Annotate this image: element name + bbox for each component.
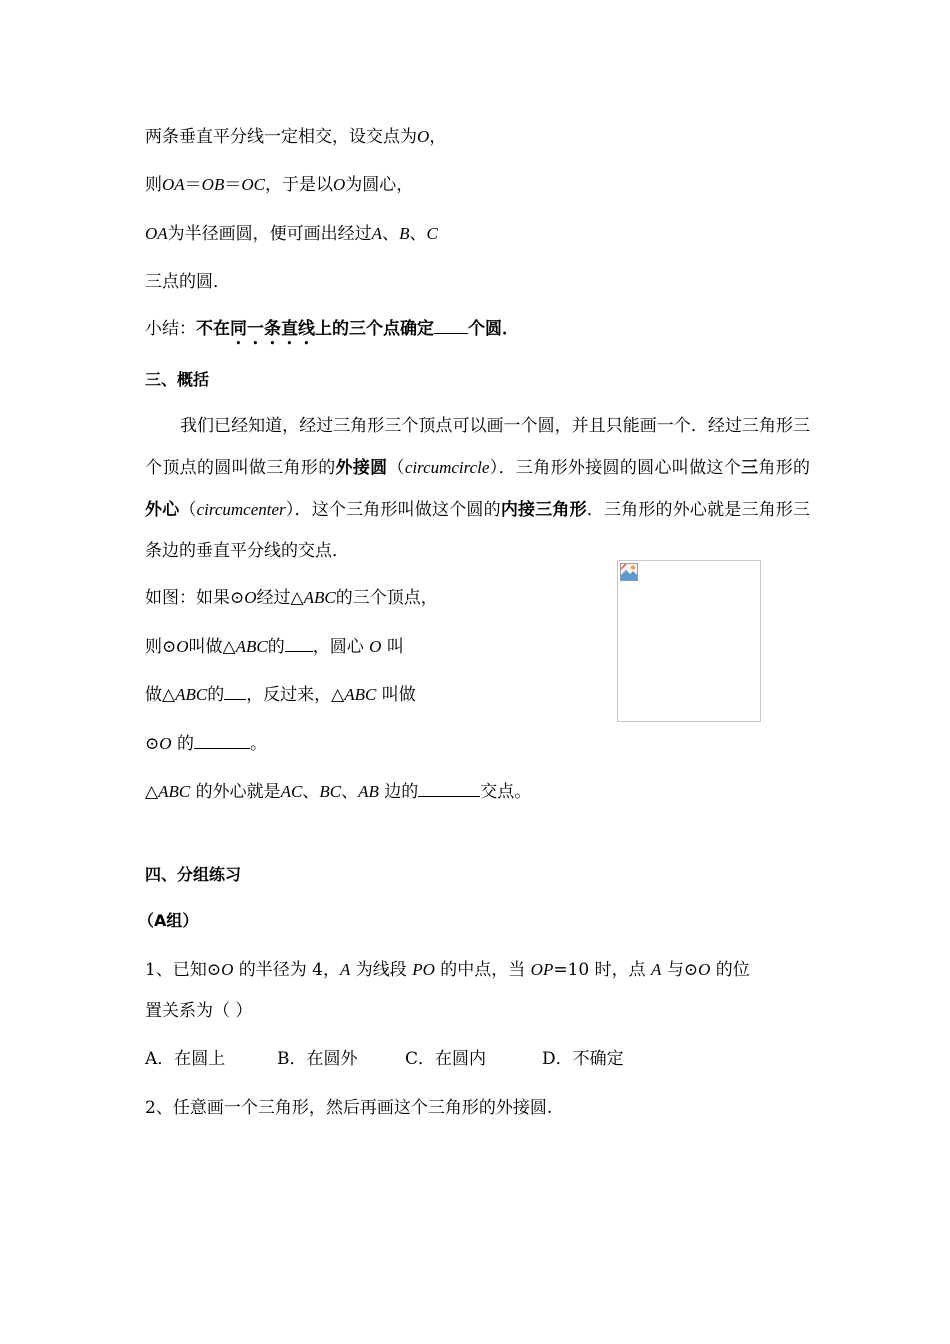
option-label: A．在圆上	[145, 1049, 226, 1069]
math-var: ABC	[344, 685, 377, 704]
text-segment: ）．三角形外接圆的圆心叫做这个	[489, 458, 742, 478]
summary-text: 个圆．	[468, 319, 519, 339]
option-label: D．不确定	[542, 1049, 624, 1069]
figure-line-3	[145, 684, 416, 705]
text-segment: ，圆心	[312, 637, 364, 657]
math-var: ABC	[158, 782, 191, 801]
english-term: circumcenter	[196, 500, 286, 519]
text-segment: 的	[176, 734, 194, 754]
text-segment: 叫做△	[188, 637, 236, 657]
text-segment: 的位	[715, 960, 750, 980]
fill-blank[interactable]	[194, 733, 250, 749]
text-segment: 的	[267, 637, 285, 657]
text-segment: 、	[341, 782, 359, 802]
fill-blank[interactable]	[224, 684, 246, 700]
option-label: B．在圆外	[277, 1049, 358, 1069]
text-segment: ，反过来，△	[246, 685, 345, 705]
question-2	[145, 1098, 552, 1118]
text-segment: （	[387, 458, 405, 478]
summary-label: 小结：	[145, 319, 196, 339]
broken-image-icon	[620, 563, 638, 581]
term-circumcenter: 外心	[145, 500, 180, 520]
figure-line-5	[145, 781, 531, 802]
math-var: BC	[319, 782, 342, 801]
text-line-2	[145, 175, 413, 195]
text-segment: 为半径画圆，便可画出经过	[167, 224, 372, 244]
fill-blank[interactable]	[434, 318, 468, 334]
text-line-4	[145, 272, 230, 292]
math-var: ABC	[175, 685, 208, 704]
text-segment: 三点的圆．	[145, 272, 230, 292]
term-circumcircle: 外接圆	[335, 458, 388, 478]
text-segment: （	[179, 500, 197, 520]
question-1-line-2	[145, 1001, 252, 1021]
math-var: O	[159, 734, 172, 753]
figure-image	[617, 560, 761, 722]
question-1-line-1	[145, 960, 750, 980]
figure-line-2	[145, 636, 404, 657]
term-inscribed-triangle: 内接三角形	[500, 500, 587, 520]
heading-text: 三、概括	[145, 370, 210, 389]
math-var: OA	[162, 175, 185, 194]
text-segment: 的	[207, 685, 225, 705]
math-var: A	[339, 960, 351, 979]
text-segment: 叫	[386, 637, 404, 657]
group-text: （A组）	[138, 911, 199, 930]
text-segment: 则⊙	[145, 637, 177, 657]
text-segment: ⊙	[145, 734, 160, 754]
figure-line-1	[145, 588, 438, 608]
math-var: A	[371, 224, 383, 243]
text-segment: 、	[382, 224, 400, 244]
math-var: OC	[241, 175, 265, 194]
math-var: OB	[201, 175, 225, 194]
math-var: O	[332, 175, 346, 194]
text-segment: 角形的	[758, 458, 811, 478]
math-var: O	[369, 637, 382, 656]
option-label: C．在圆内	[405, 1049, 487, 1069]
text-segment: 如图：如果⊙	[145, 588, 245, 608]
math-var: AC	[280, 782, 303, 801]
text-segment: 2、任意画一个三角形，然后再画这个三角形的外接圆.	[145, 1098, 553, 1118]
text-segment: △	[145, 782, 159, 802]
math-var: ABC	[303, 588, 336, 607]
math-var: PO	[412, 960, 435, 979]
text-segment: 经过△	[256, 588, 304, 608]
summary-text: 不在	[196, 319, 230, 339]
paragraph-summary	[145, 406, 810, 572]
math-var: A	[651, 960, 662, 979]
summary-line	[145, 318, 519, 349]
text-line-3	[145, 224, 438, 244]
text-segment: 1、已知⊙	[145, 960, 222, 980]
text-segment: ．三角形的外心就是三角形三条边的垂直平分线的交点．	[145, 500, 811, 561]
heading-text: 四、分组练习	[145, 865, 242, 884]
term-emphasis: 三	[741, 458, 759, 478]
text-segment: 的半径为 4，	[238, 960, 340, 980]
text-segment: 。	[249, 734, 267, 754]
text-segment: 与⊙	[666, 960, 699, 980]
text-segment: 叫做	[381, 685, 416, 705]
figure-line-4	[145, 733, 267, 754]
text-segment: 我们已经知道，经过三角形三个顶点可以画一个圆，并且只能画一个．经过三角形三个顶点的圆叫做三角形的	[145, 416, 810, 478]
math-var: O	[221, 960, 234, 979]
math-var: OP	[530, 960, 554, 979]
text-segment: 、	[302, 782, 320, 802]
fill-blank[interactable]	[418, 781, 480, 797]
section-heading	[145, 370, 209, 390]
math-var: B	[399, 224, 410, 243]
text-segment: 边的	[384, 782, 419, 802]
text-segment: 为线段	[355, 960, 407, 980]
text-segment: 的外心就是	[195, 782, 281, 802]
math-var: O	[244, 588, 257, 607]
fill-blank[interactable]	[285, 636, 313, 652]
text-segment: 、	[409, 224, 427, 244]
text-segment: 置关系为（ ）	[145, 1001, 253, 1021]
option-c[interactable]	[405, 1049, 486, 1069]
text-segment: ，	[429, 127, 447, 147]
math-var: O	[698, 960, 711, 979]
math-var: OA	[145, 224, 168, 243]
text-segment: ＝	[224, 175, 242, 195]
summary-text: 上的三个点确定	[315, 319, 434, 339]
text-segment: 的中点，当	[440, 960, 526, 980]
text-segment: 交点。	[480, 782, 532, 802]
math-var: O	[417, 127, 430, 146]
text-segment: 则	[145, 175, 162, 195]
math-var: O	[176, 637, 189, 656]
text-segment: 做△	[145, 685, 176, 705]
text-segment: ，于是以	[264, 175, 333, 195]
section-heading	[145, 865, 241, 885]
text-segment: ）．这个三角形叫做这个圆的	[285, 500, 501, 520]
group-label	[138, 911, 198, 931]
text-segment: =10 时，点	[553, 960, 646, 980]
text-segment: 为圆心，	[345, 175, 414, 195]
english-term: circumcircle	[404, 458, 490, 477]
option-d[interactable]	[542, 1049, 624, 1069]
summary-emphasis: 同一条直线	[230, 319, 315, 339]
math-var: C	[426, 224, 438, 243]
math-var: AB	[358, 782, 379, 801]
text-segment: ＝	[184, 175, 202, 195]
text-segment: 两条垂直平分线一定相交，设交点为	[145, 127, 417, 147]
option-a[interactable]	[145, 1049, 225, 1069]
text-line-1	[145, 127, 446, 147]
text-segment: 的三个顶点，	[335, 588, 438, 608]
option-b[interactable]	[277, 1049, 358, 1069]
math-var: ABC	[235, 637, 268, 656]
